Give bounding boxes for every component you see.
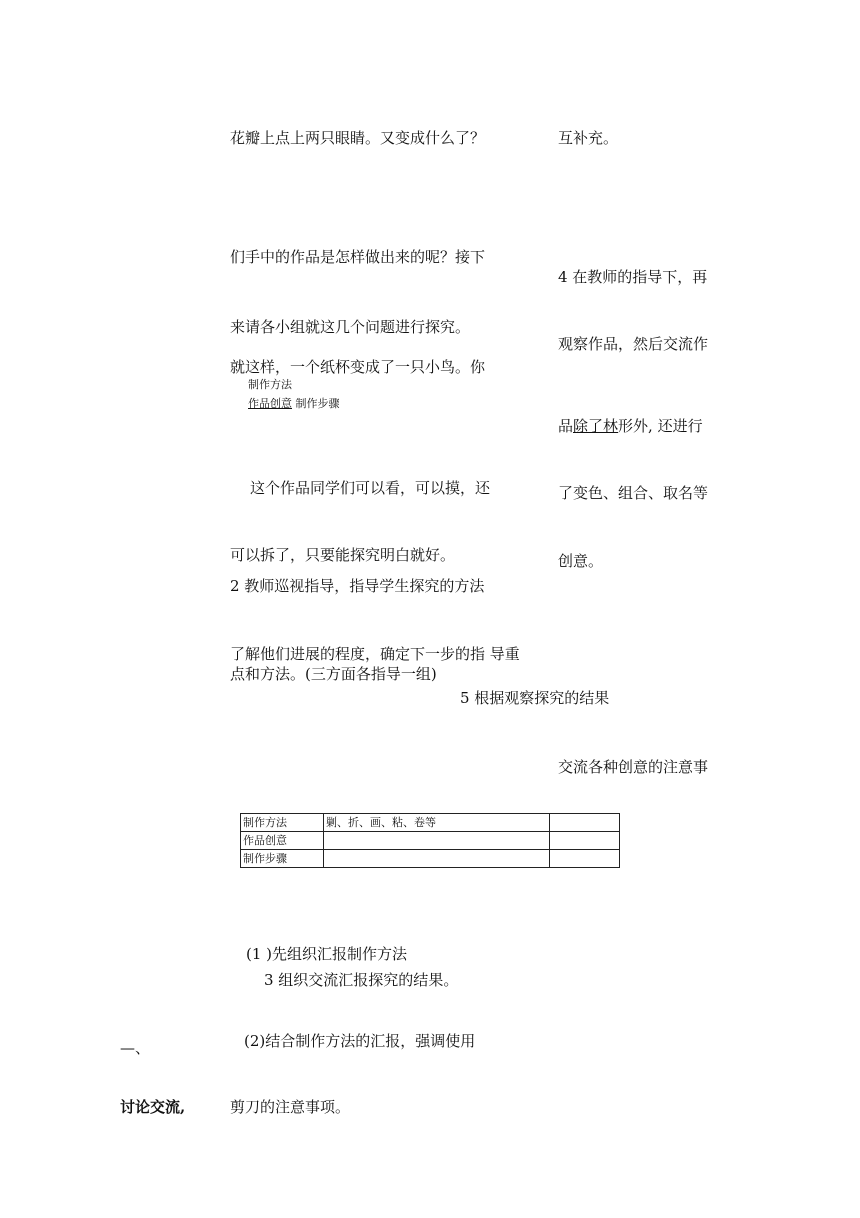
- text-line: 创意。: [558, 552, 604, 570]
- text-line: 3 组织交流汇报探究的结果。: [264, 971, 459, 989]
- table-cell: 剿、折、画、粘、卷等: [323, 814, 549, 832]
- text-fragment: 品: [558, 417, 574, 435]
- text-line: 来请各小组就这几个问题进行探究。: [230, 318, 471, 336]
- text-line: (1 )先组织汇报制作方法: [246, 945, 408, 963]
- table-cell: 制作步骤: [241, 850, 324, 868]
- section-heading: 讨论交流,: [120, 1098, 186, 1116]
- underlined-text: 除了林: [573, 417, 619, 435]
- text-fragment: 形外, 还进行: [618, 417, 703, 435]
- table-cell: [549, 832, 619, 850]
- table-cell: [549, 850, 619, 868]
- mini-label: 制作步骤: [295, 397, 340, 410]
- text-line: [558, 416, 703, 436]
- mini-label: 作品创意: [248, 397, 292, 410]
- text-line: 了解他们进展的程度，确定下一步的指 导重: [230, 645, 520, 663]
- text-line: 5 根据观察探究的结果: [460, 689, 610, 707]
- method-table: [240, 813, 620, 868]
- table-cell: [323, 850, 549, 868]
- table-cell: 制作方法: [241, 814, 324, 832]
- text-line: 们手中的作品是怎样做出来的呢？接下: [230, 248, 486, 266]
- mini-label: 制作方法: [248, 378, 292, 391]
- text-line: 点和方法。(三方面各指导一组): [230, 665, 437, 683]
- table-cell: [549, 814, 619, 832]
- text-line: 2 教师巡视指导，指导学生探究的方法: [230, 577, 485, 595]
- section-number: —、: [120, 1039, 151, 1057]
- mini-label-row: [248, 397, 340, 411]
- text-line: 剪刀的注意事项。: [230, 1098, 351, 1116]
- text-line: 可以拆了，只要能探究明白就好。: [230, 546, 456, 564]
- text-line: 就这样，一个纸杯变成了一只小鸟。你: [230, 358, 486, 376]
- table-cell: 作品创意: [241, 832, 324, 850]
- text-line: 交流各种创意的注意事: [558, 758, 709, 776]
- table-row: [241, 814, 620, 832]
- table-row: [241, 850, 620, 868]
- text-line: (2)结合制作方法的汇报，强调使用: [244, 1032, 476, 1050]
- table-row: [241, 832, 620, 850]
- text-line: 观察作品，然后交流作: [558, 335, 709, 353]
- text-line: 花瓣上点上两只眼睛。又变成什么了？: [230, 129, 486, 147]
- text-line: 这个作品同学们可以看，可以摸，还: [250, 479, 491, 497]
- table-cell: [323, 832, 549, 850]
- text-line: 4 在教师的指导下，再: [558, 268, 708, 286]
- text-line: 互补充。: [558, 129, 619, 147]
- text-line: 了变色、组合、取名等: [558, 484, 709, 502]
